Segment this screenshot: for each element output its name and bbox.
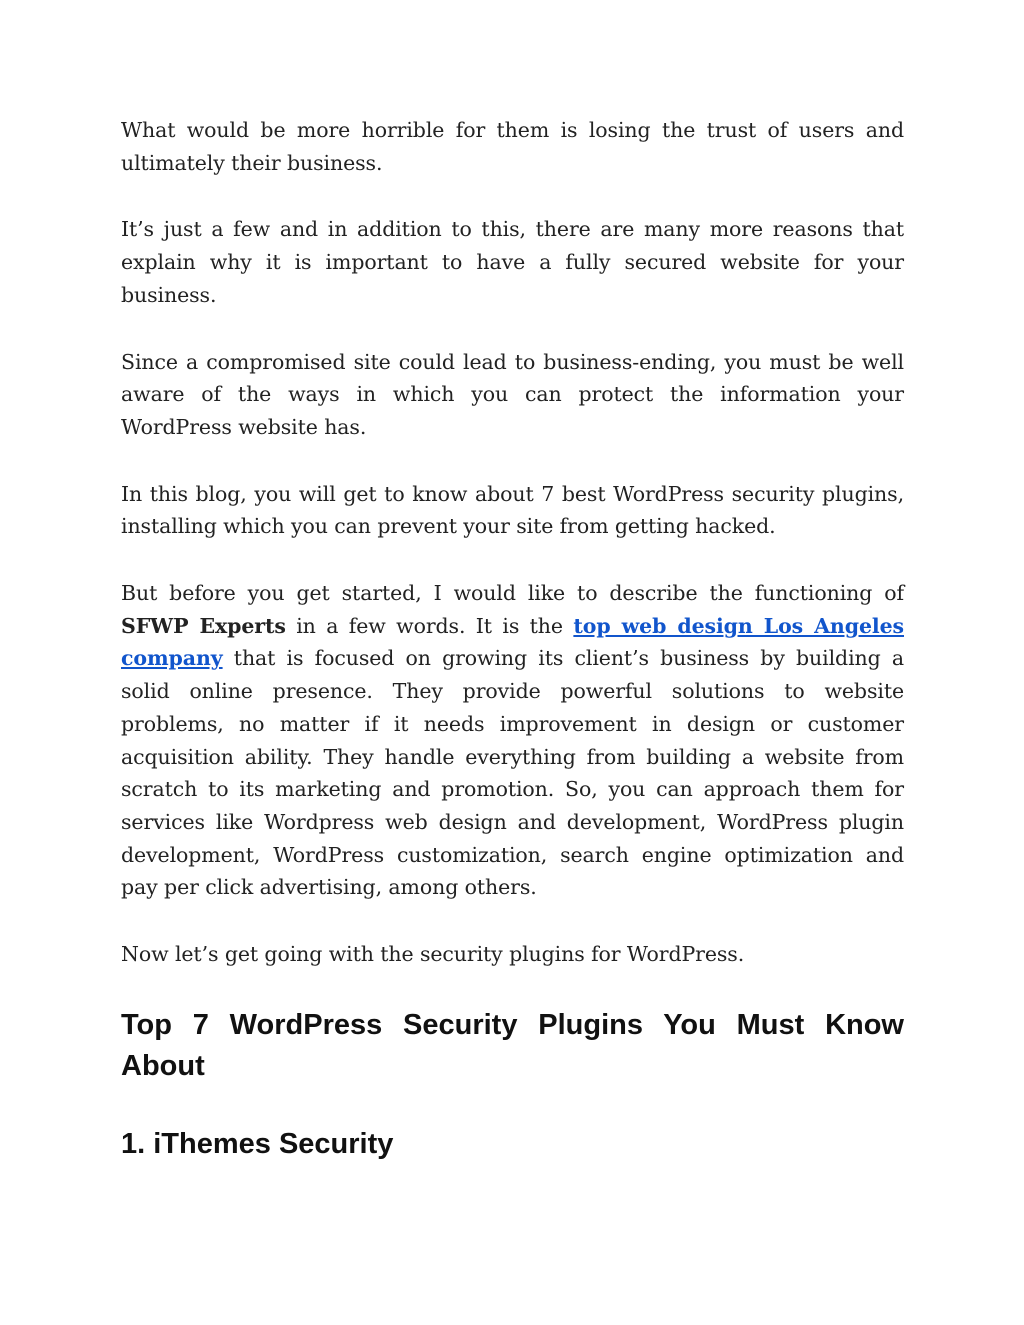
paragraph-trust: What would be more horrible for them is losing the trust of users and ultimately their business. (121, 118, 904, 175)
document-body (121, 114, 904, 1164)
company-name: SFWP Experts (121, 613, 286, 638)
company-mid-text: in a few words. It is the (285, 613, 574, 638)
paragraph-reasons: It’s just a few and in addition to this, there are many more reasons that explain why it is important to have a fully secured website for your business. (121, 217, 904, 307)
paragraph-blog-intro: In this blog, you will get to know about 7 best WordPress security plugins, installing which you can prevent your site from getting hacked. (121, 481, 904, 539)
paragraph-company-description (121, 577, 904, 904)
company-intro-text: But before you get started, I would like to describe the functioning of (121, 581, 904, 606)
paragraph-transition: Now let’s get going with the security plugins for WordPress. (121, 942, 745, 967)
company-link[interactable]: top web design Los Angeles company (121, 613, 904, 671)
plugin-heading-ithemes: 1. iThemes Security (121, 1127, 394, 1160)
company-rest-text: that is focused on growing its client’s business by building a solid online presence. They provide powerful solutions to website problems, no matter if it needs improvement in design or customer acquisition ability. They handle everything from building a website from scratch to its marketing and promotion. So, you can approach them for services like Wordpress web design and development, WordPress plugin development, WordPress customization, search engine optimization and pay per click advertising, among others. (121, 646, 904, 900)
paragraph-compromised-site: Since a compromised site could lead to business-ending, you must be well aware of the ways in which you can protect the information your WordPress website has. (121, 349, 904, 439)
section-heading: Top 7 WordPress Security Plugins You Must Know About (121, 1008, 904, 1082)
